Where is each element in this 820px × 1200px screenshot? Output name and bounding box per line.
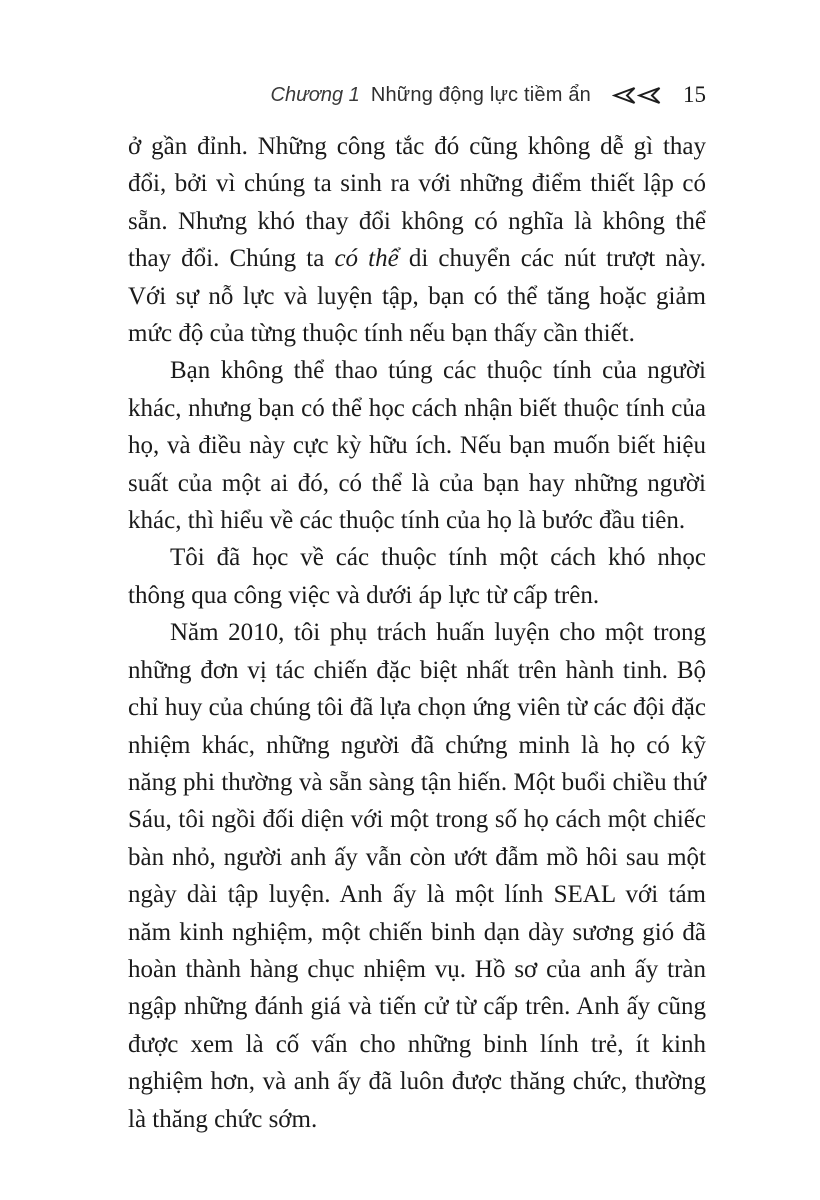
text-segment: ở gần đỉnh. Những công tắc đó cũng không dễ gì thay đổi, bởi vì chúng ta sinh ra với những điểm thiết lập có sẵn. Nhưng khó thay đổi không có nghĩa là không thể thay đổi. Chúng ta: [128, 133, 706, 273]
paragraph: [128, 128, 706, 352]
paragraph: [128, 352, 706, 539]
text-segment: Năm 2010, tôi phụ trách huấn luyện cho một trong những đơn vị tác chiến đặc biệt nhất trên hành tinh. Bộ chỉ huy của chúng tôi đã lựa chọn ứng viên từ các đội đặc nhiệm khác, những người đã chứng minh là họ có kỹ năng phi thường và sẵn sàng tận hiến. Một buổi chiều thứ Sáu, tôi ngồi đối diện với một trong số họ cách một chiếc bàn nhỏ, người anh ấy vẫn còn ướt đẫm mồ hôi sau một ngày dài tập luyện. Anh ấy là một lính SEAL với tám năm kinh nghiệm, một chiến binh dạn dày sương gió đã hoàn thành hàng chục nhiệm vụ. Hồ sơ của anh ấy tràn ngập những đánh giá và tiến cử từ cấp trên. Anh ấy cũng được xem là cố vấn cho những binh lính trẻ, ít kinh nghiệm hơn, và anh ấy đã luôn được thăng chức, thường là thăng chức sớm.: [128, 619, 706, 1133]
running-header: [128, 82, 706, 108]
page-number: 15: [683, 82, 706, 107]
text-segment: Bạn không thể thao túng các thuộc tính của người khác, nhưng bạn có thể học cách nhận biết thuộc tính của họ, và điều này cực kỳ hữu ích. Nếu bạn muốn biết hiệu suất của một ai đó, có thể là của bạn hay những người khác, thì hiểu về các thuộc tính của họ là bước đầu tiên.: [128, 357, 706, 535]
text-segment: Tôi đã học về các thuộc tính một cách khó nhọc thông qua công việc và dưới áp lực từ cấp trên.: [128, 544, 706, 609]
double-left-arrow-icon: [611, 86, 661, 105]
chapter-title: Những động lực tiềm ẩn: [370, 83, 591, 106]
text-segment: di chuyển các nút trượt này. Với sự nỗ lực và luyện tập, bạn có thể tăng hoặc giảm mức độ của từng thuộc tính nếu bạn thấy cần thiết.: [128, 245, 706, 348]
emphasized-text: có thể: [334, 245, 399, 273]
paragraph: [128, 539, 706, 614]
chapter-label: Chương 1: [270, 83, 360, 106]
paragraph: [128, 614, 706, 1138]
page-body: [128, 128, 706, 1138]
